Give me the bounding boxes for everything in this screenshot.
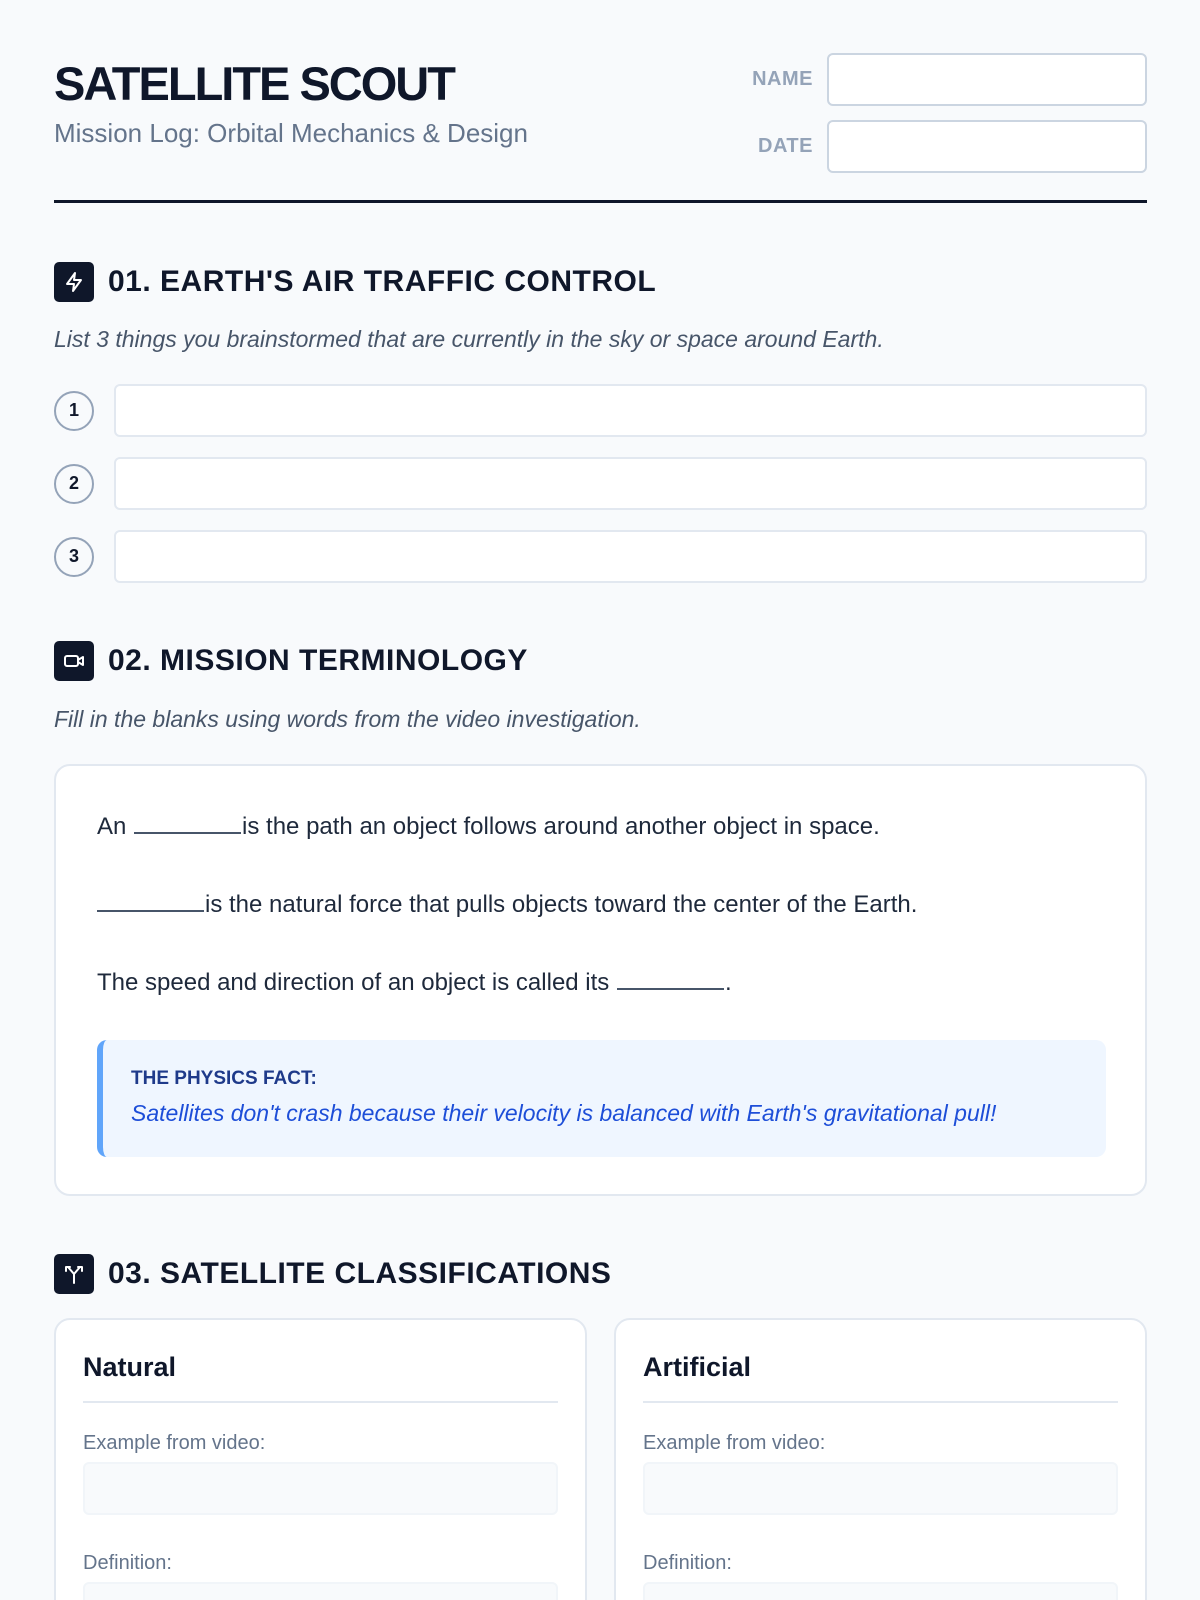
item-number-1: 1 <box>54 391 94 431</box>
natural-card-title: Natural <box>83 1352 177 1382</box>
brainstorm-input-2[interactable] <box>114 457 1147 510</box>
artificial-card <box>614 1318 1147 1600</box>
blank-orbit[interactable] <box>134 812 241 834</box>
list-item <box>54 384 1147 437</box>
card-divider <box>643 1401 1118 1403</box>
item-number-3: 3 <box>54 537 94 577</box>
date-input[interactable] <box>827 120 1147 173</box>
natural-definition-label: Definition: <box>83 1552 172 1574</box>
header <box>54 0 1147 203</box>
list-item <box>54 457 1147 510</box>
sentence-3-after: . <box>724 969 732 996</box>
blank-gravity[interactable] <box>97 890 204 912</box>
blank-velocity[interactable] <box>617 968 724 990</box>
card-divider <box>83 1401 558 1403</box>
name-label: NAME <box>752 68 813 90</box>
section-3-heading <box>54 1254 611 1294</box>
natural-definition-input[interactable] <box>83 1582 558 1600</box>
brainstorm-input-3[interactable] <box>114 530 1147 583</box>
sentence-2-after: is the natural force that pulls objects toward the center of the Earth. <box>205 891 918 918</box>
sentence-1 <box>97 812 880 841</box>
natural-example-label: Example from video: <box>83 1432 266 1454</box>
section-3-title: 03. SATELLITE CLASSIFICATIONS <box>108 1257 612 1290</box>
section-1-instruction: List 3 things you brainstormed that are currently in the sky or space around Earth. <box>54 326 884 352</box>
section-2-instruction: Fill in the blanks using words from the video investigation. <box>54 706 641 732</box>
lightning-icon <box>54 262 94 302</box>
name-input[interactable] <box>827 53 1147 106</box>
sentence-2 <box>97 890 917 919</box>
natural-card <box>54 1318 587 1600</box>
page-subtitle: Mission Log: Orbital Mechanics & Design <box>54 118 528 148</box>
sentence-3 <box>97 968 732 997</box>
natural-example-input[interactable] <box>83 1462 558 1515</box>
artificial-example-label: Example from video: <box>643 1432 826 1454</box>
artificial-example-input[interactable] <box>643 1462 1118 1515</box>
name-field-row <box>733 53 1147 106</box>
sentence-1-after: is the path an object follows around another object in space. <box>242 813 880 840</box>
section-1-heading <box>54 262 656 302</box>
section-1-title: 01. EARTH'S AIR TRAFFIC CONTROL <box>108 265 657 298</box>
date-label: DATE <box>758 135 813 157</box>
sentence-3-before: The speed and direction of an object is called its <box>97 969 616 996</box>
terminology-card <box>54 764 1147 1196</box>
artificial-definition-input[interactable] <box>643 1582 1118 1600</box>
brainstorm-input-1[interactable] <box>114 384 1147 437</box>
fact-label: THE PHYSICS FACT: <box>131 1068 317 1089</box>
video-camera-icon <box>54 641 94 681</box>
section-2-title: 02. MISSION TERMINOLOGY <box>108 644 528 677</box>
item-number-2: 2 <box>54 464 94 504</box>
artificial-card-title: Artificial <box>643 1352 752 1382</box>
branch-split-icon <box>54 1254 94 1294</box>
section-2-heading <box>54 641 528 681</box>
sentence-1-before: An <box>97 813 134 840</box>
list-item <box>54 530 1147 583</box>
worksheet-page <box>54 0 1147 1574</box>
artificial-definition-label: Definition: <box>643 1552 732 1574</box>
physics-fact-callout <box>97 1040 1106 1157</box>
fact-text: Satellites don't crash because their velocity is balanced with Earth's gravitational pull! <box>131 1100 997 1126</box>
date-field-row <box>733 120 1147 173</box>
page-title: SATELLITE SCOUT <box>54 57 454 110</box>
